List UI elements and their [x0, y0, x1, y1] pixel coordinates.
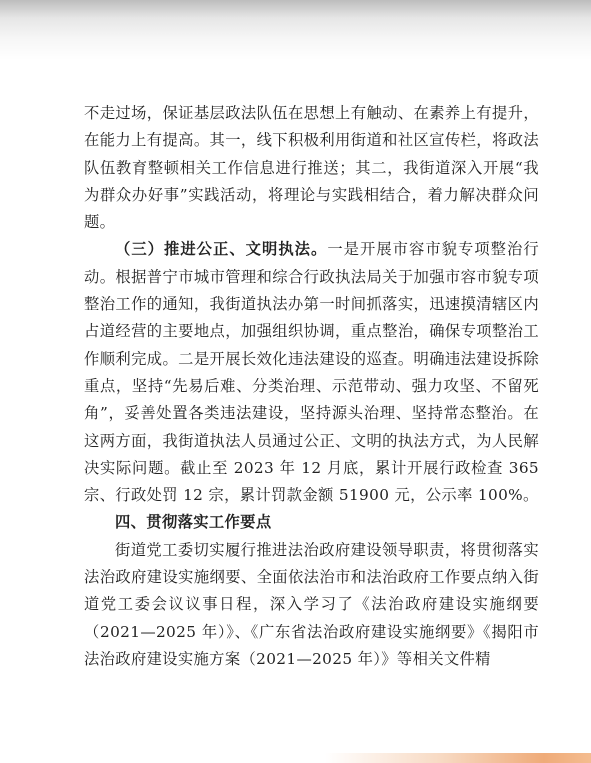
subsection-heading: （三）推进公正、文明执法。 — [115, 240, 328, 259]
section-heading: 四、贯彻落实工作要点 — [115, 513, 272, 532]
paragraph-text: 街道党工委切实履行推进法治政府建设领导职责，将贯彻落实法治政府建设实施纲要、全面依法治市和法治政府工作要点纳入街道党工委会议议事日程，深入学习了《法治政府建设实施纲要（2021—2025 年）》、《广东省法治政府建设实施纲要》《揭阳市法治政府建设实施方案（2021—2025 年）》等相关文件精 — [84, 540, 539, 668]
paragraph-law-enforcement — [84, 236, 539, 509]
paragraph-text: 一是开展市容市貌专项整治行动。根据普宁市城市管理和综合行政执法局关于加强市容市貌专项整治工作的通知，我街道执法办第一时间抓落实，迅速摸清辖区内占道经营的主要地点，加强组织协调，重点整治，确保专项整治工作顺利完成。二是开展长效化违法建设的巡查。明确违法建设拆除重点，坚持“先易后难、分类治理、示范带动、强力攻坚、不留死角”，妥善处置各类违法建设，坚持源头治理、坚持常态整治。在这两方面，我街道执法人员通过公正、文明的执法方式，为人民解决实际问题。截止至 2023 年 12 月底，累计开展行政检查 365 宗、行政处罚 12 宗，累计罚款金额 51900 元，公示率 100%。 — [84, 240, 539, 505]
paragraph-work-points — [84, 537, 539, 673]
scan-top-shadow — [0, 0, 591, 60]
document-page — [84, 100, 539, 673]
paragraph-continuation — [84, 100, 539, 236]
scan-edge-mark — [0, 753, 591, 763]
paragraph-text: 不走过场，保证基层政法队伍在思想上有触动、在素养上有提升，在能力上有提高。其一，线下积极利用街道和社区宣传栏，将政法队伍教育整顿相关工作信息进行推送；其二，我街道深入开展“我为群众办好事”实践活动，将理论与实践相结合，着力解决群众问题。 — [84, 104, 539, 232]
